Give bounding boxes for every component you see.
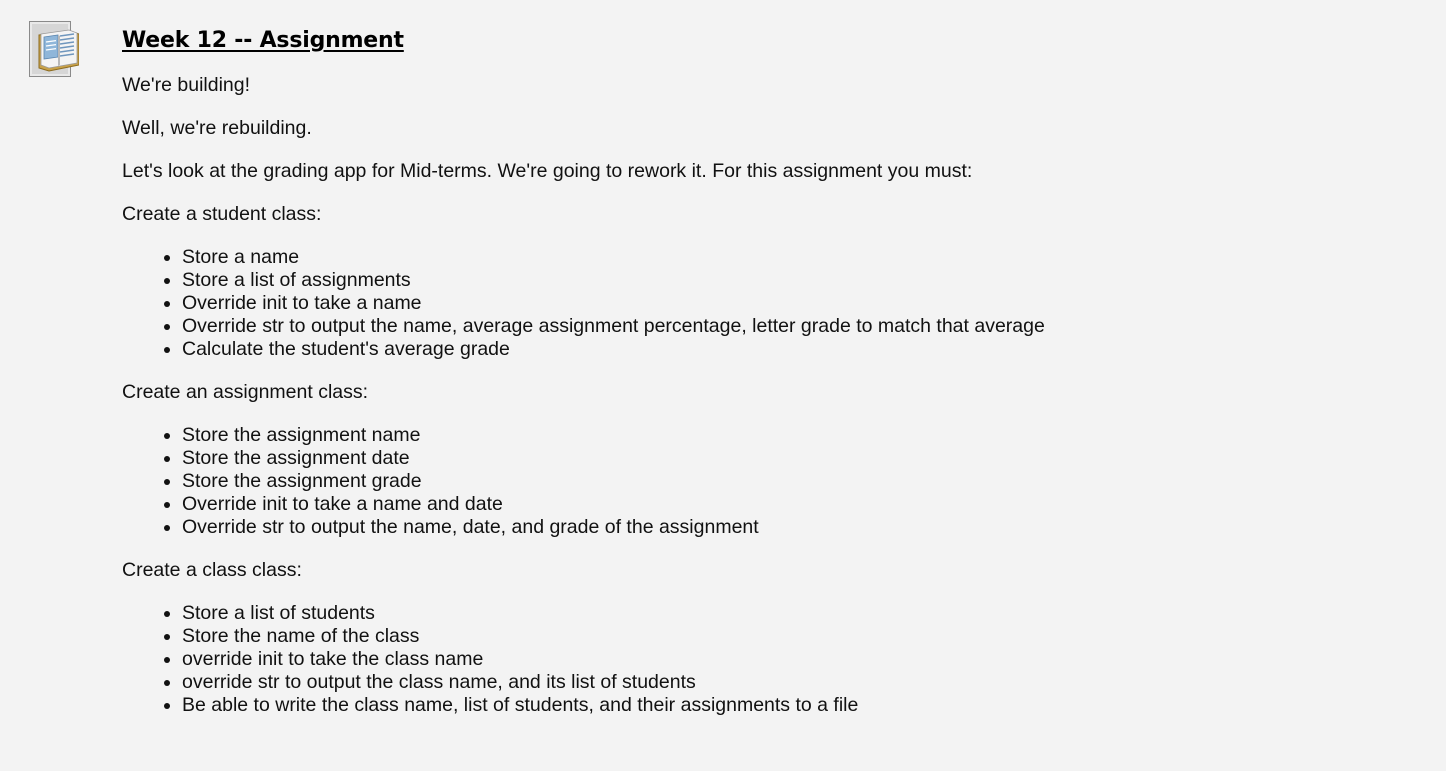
item-description (122, 74, 1322, 717)
list-item: • Store a list of assignments (182, 269, 1322, 292)
student-class-list (122, 246, 1322, 361)
list-item: • Store a name (182, 246, 1322, 269)
list-item: • Store the assignment date (182, 447, 1322, 470)
assignment-class-list (122, 424, 1322, 539)
intro-paragraph: We're building! (122, 74, 251, 96)
list-item: • override str to output the class name, and its list of students (182, 671, 1322, 694)
assignment-book-icon (29, 21, 79, 77)
item-content (122, 24, 1322, 737)
intro-paragraph: Let's look at the grading app for Mid-terms. We're going to rework it. For this assignment you must: (122, 160, 973, 182)
list-item: • Store the assignment grade (182, 470, 1322, 493)
list-item: • Calculate the student's average grade (182, 338, 1322, 361)
list-item: • Store the assignment name (182, 424, 1322, 447)
section-heading-assignment-class: Create an assignment class: (122, 381, 369, 403)
intro-paragraph: Well, we're rebuilding. (122, 117, 312, 139)
list-item: • Store the name of the class (182, 625, 1322, 648)
section-heading-class-class: Create a class class: (122, 559, 302, 581)
item-title[interactable]: Week 12 -- Assignment (122, 28, 404, 53)
list-item: • Override str to output the name, average assignment percentage, letter grade to match that average (182, 315, 1322, 338)
list-item: • Store a list of students (182, 602, 1322, 625)
class-class-list (122, 602, 1322, 717)
list-item: • Override init to take a name and date (182, 493, 1322, 516)
list-item: • Override str to output the name, date, and grade of the assignment (182, 516, 1322, 539)
list-item: • override init to take the class name (182, 648, 1322, 671)
section-heading-student-class: Create a student class: (122, 203, 322, 225)
list-item: • Be able to write the class name, list of students, and their assignments to a file (182, 694, 1322, 717)
list-item: • Override init to take a name (182, 292, 1322, 315)
